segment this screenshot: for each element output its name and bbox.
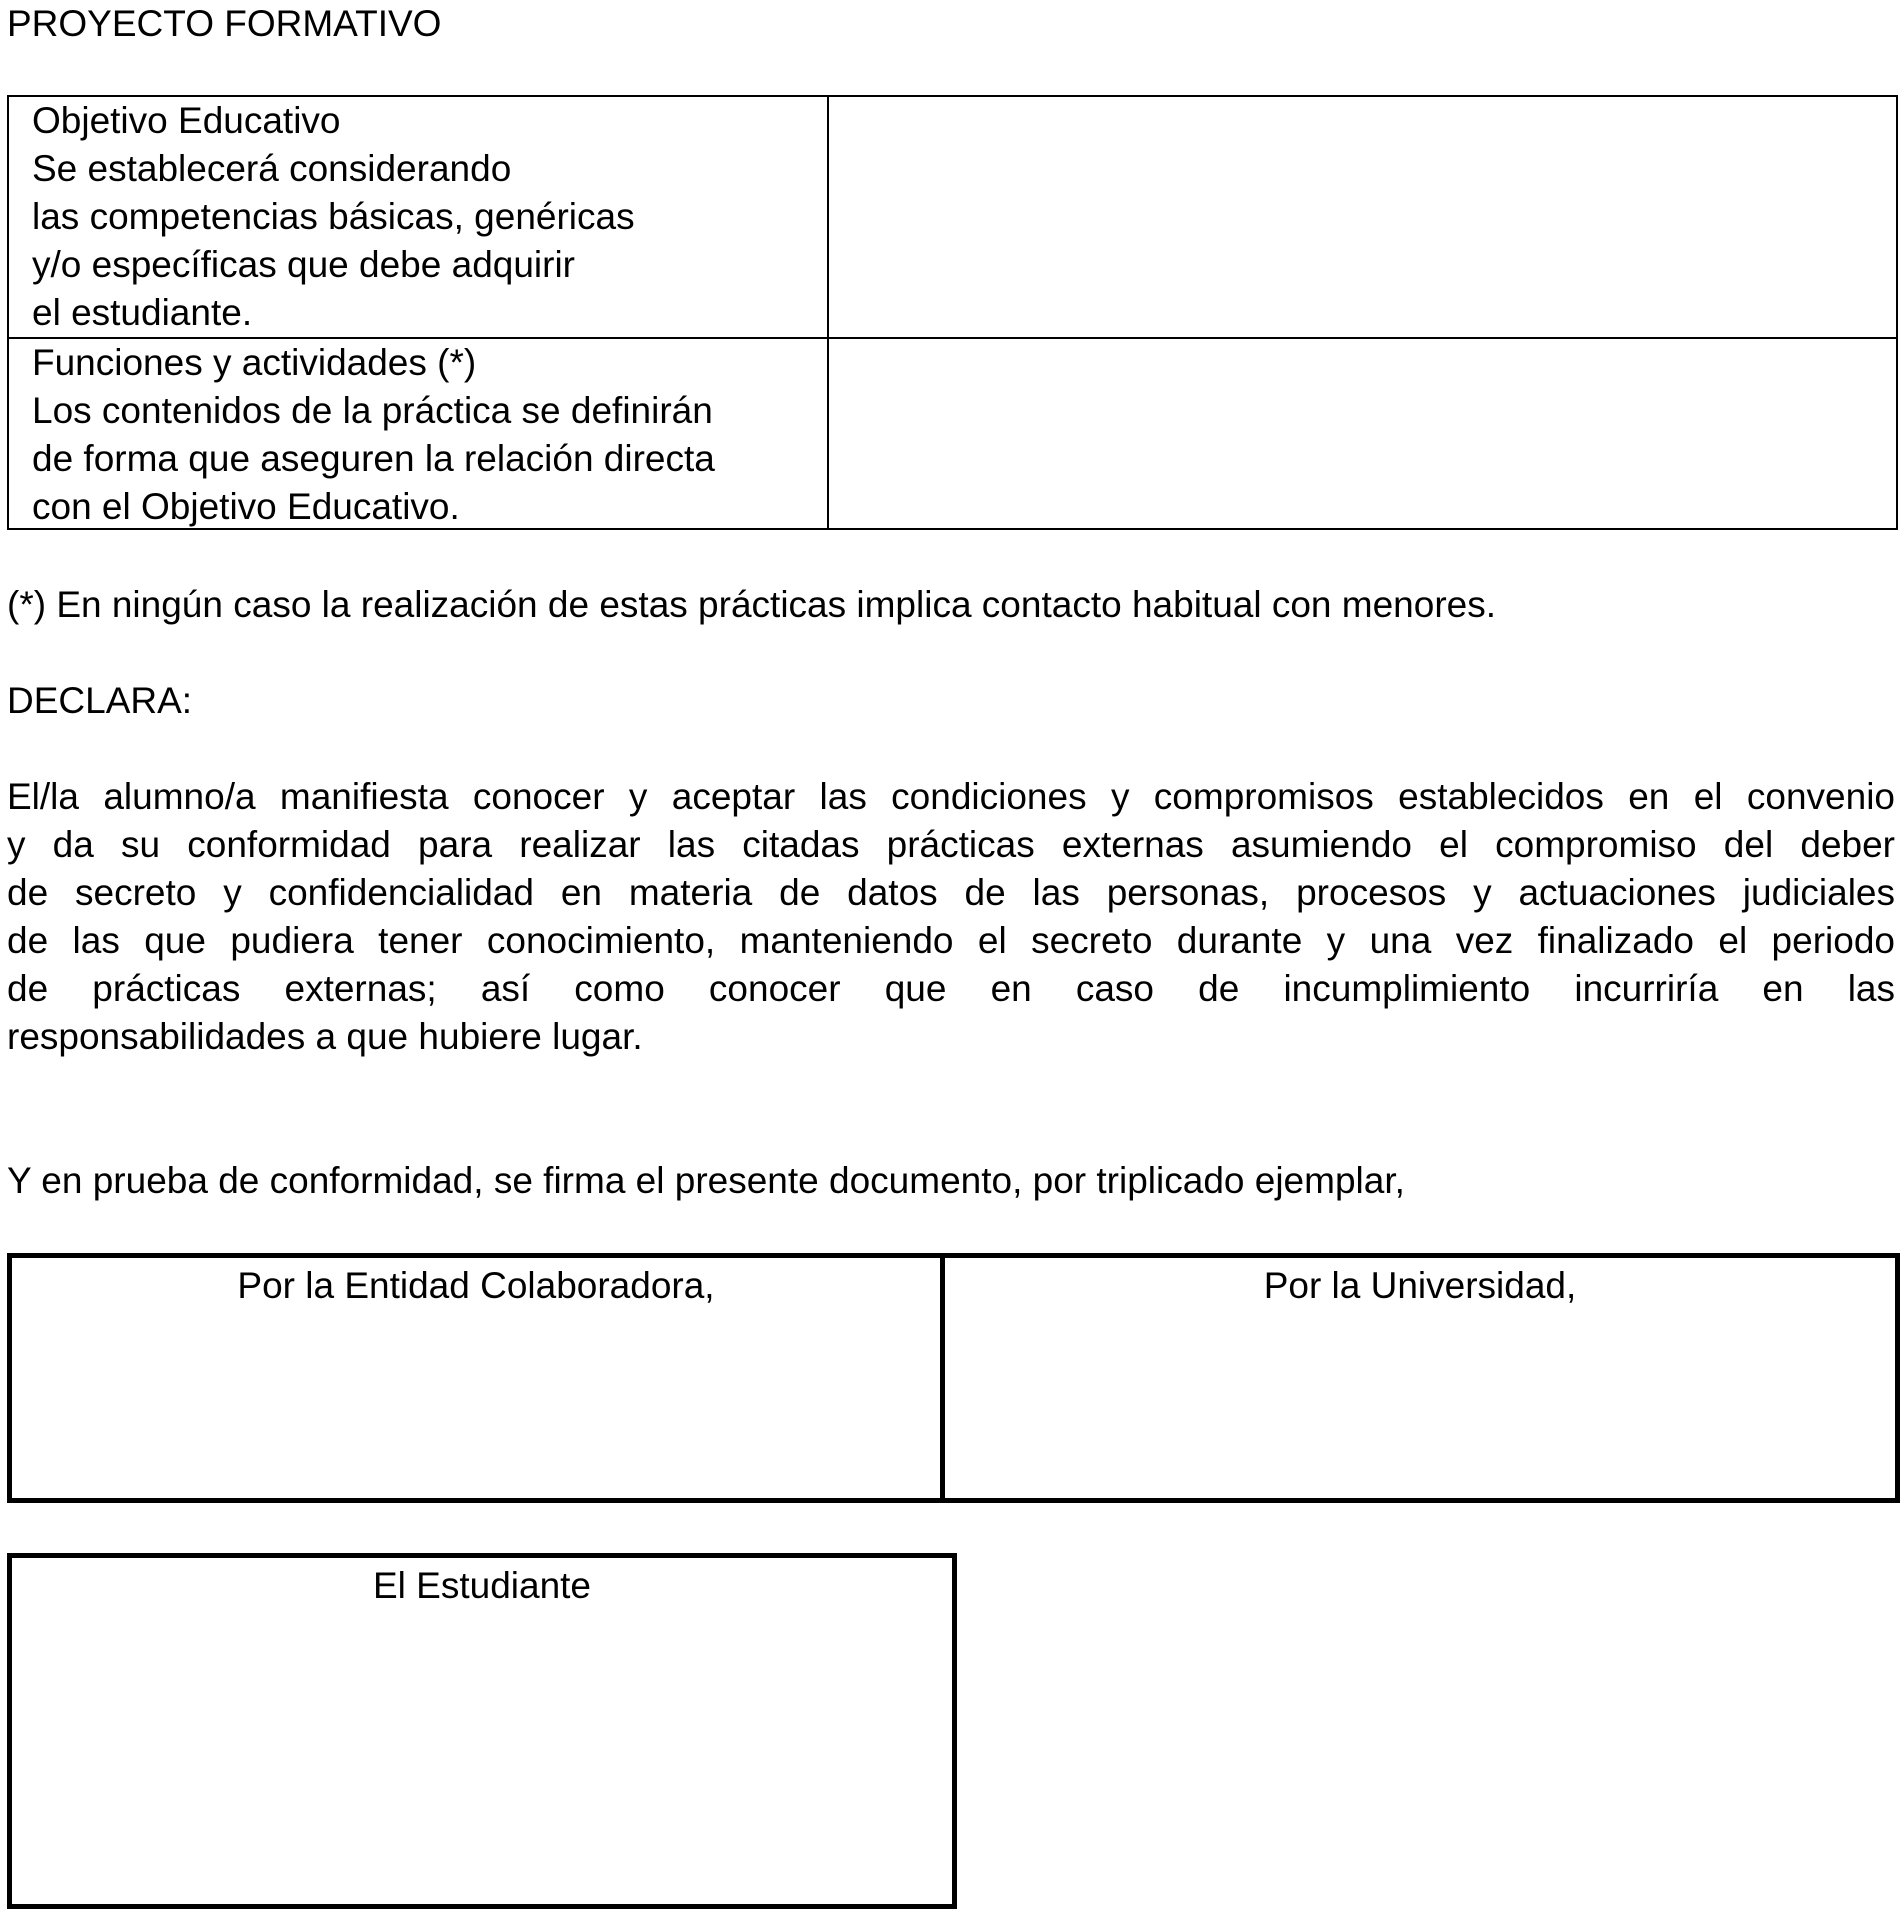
label-line: Funciones y actividades (*) [32, 342, 477, 383]
entity-signature-area[interactable] [12, 1258, 945, 1498]
student-signature-label: El Estudiante [372, 1565, 592, 1606]
paragraph-line: de las que pudiera tener conocimiento, manteniendo el secreto durante y una vez finalizado el periodo [7, 920, 1895, 961]
educational-objective-label [32, 97, 635, 337]
footnote: (*) En ningún caso la realización de estas prácticas implica contacto habitual con menores. [7, 584, 1497, 625]
paragraph-line: de prácticas externas; así como conocer que en caso de incumplimiento incurriría en las [7, 968, 1895, 1009]
label-line: las competencias básicas, genéricas [32, 196, 635, 237]
paragraph-line: de secreto y confidencialidad en materia de datos de las personas, procesos y actuaciones judiciales [7, 872, 1895, 913]
signature-box [7, 1253, 1900, 1503]
label-line: Los contenidos de la práctica se definirán [32, 390, 713, 431]
closing-statement: Y en prueba de conformidad, se firma el presente documento, por triplicado ejemplar, [7, 1160, 1405, 1201]
university-signature-label: Por la Universidad, [1263, 1265, 1577, 1306]
functions-activities-label [32, 339, 715, 531]
training-project-table [7, 95, 1898, 530]
functions-activities-field[interactable] [829, 339, 1896, 528]
declaration-paragraph [7, 773, 1895, 1061]
document-title: PROYECTO FORMATIVO [7, 3, 442, 44]
university-signature-area[interactable] [945, 1258, 1895, 1498]
label-line: el estudiante. [32, 292, 253, 333]
paragraph-line: responsabilidades a que hubiere lugar. [7, 1016, 643, 1057]
declara-heading: DECLARA: [7, 680, 193, 721]
educational-objective-field[interactable] [829, 97, 1896, 337]
entity-signature-label: Por la Entidad Colaboradora, [237, 1265, 715, 1306]
label-line: de forma que aseguren la relación directa [32, 438, 715, 479]
student-signature-area[interactable] [7, 1553, 957, 1909]
paragraph-line: El/la alumno/a manifiesta conocer y aceptar las condiciones y compromisos establecidos en el convenio [7, 776, 1895, 817]
label-line: con el Objetivo Educativo. [32, 486, 460, 527]
label-line: Se establecerá considerando [32, 148, 512, 189]
label-line: y/o específicas que debe adquirir [32, 244, 576, 285]
label-line: Objetivo Educativo [32, 100, 341, 141]
paragraph-line: y da su conformidad para realizar las citadas prácticas externas asumiendo el compromiso del deber [7, 824, 1895, 865]
